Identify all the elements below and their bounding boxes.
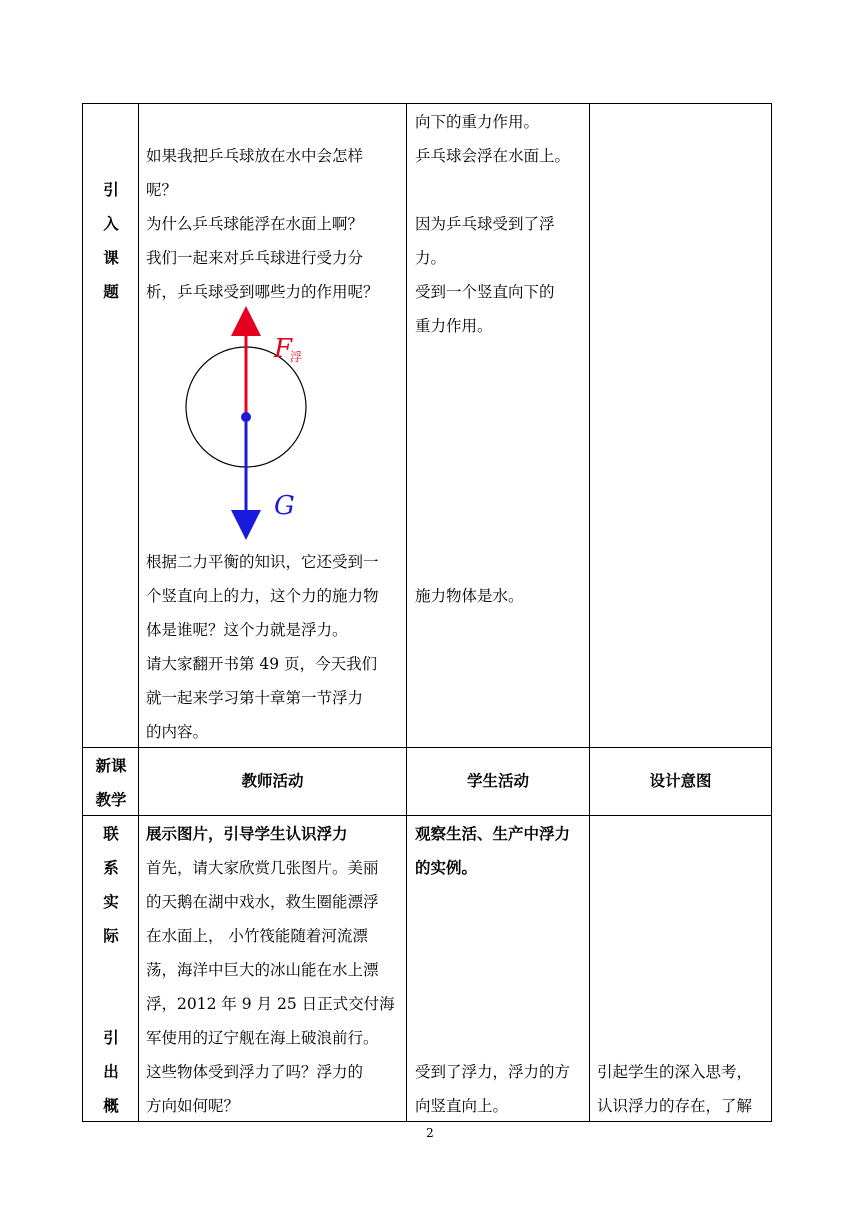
- header-teacher-activity: 教师活动: [241, 772, 304, 790]
- table-border-right: [771, 103, 772, 1122]
- text-line: 向竖直向上。: [415, 1097, 509, 1115]
- table-col-divider: [589, 103, 590, 1122]
- text-line: 乒乓球会浮在水面上。: [415, 147, 571, 165]
- row-label-char: 引: [103, 181, 119, 199]
- row-label-char: 实: [103, 893, 119, 911]
- text-line: 施力物体是水。: [415, 587, 524, 605]
- buoyancy-subscript: 浮: [290, 350, 303, 364]
- text-line: 如果我把乒乓球放在水中会怎样: [146, 147, 364, 165]
- row-label-char: 引: [103, 1029, 119, 1047]
- row-label-char: 联: [103, 825, 119, 843]
- text-line: 析，乒乓球受到哪些力的作用呢？: [146, 283, 379, 301]
- student-heading: 观察生活、生产中浮力: [415, 825, 571, 843]
- text-line: 根据二力平衡的知识，它还受到一: [146, 553, 379, 571]
- table-col-divider: [406, 103, 407, 1122]
- text-line: 浮，2012 年 9 月 25 日正式交付海: [146, 995, 395, 1013]
- table-row-divider: [82, 815, 772, 816]
- text-line: 首先，请大家欣赏几张图片。美丽: [146, 859, 379, 877]
- header-new-lesson: [83, 749, 139, 817]
- row-label-char: 际: [103, 927, 119, 945]
- header-student-activity: 学生活动: [466, 772, 529, 790]
- text-line: 认识浮力的存在，了解: [597, 1097, 753, 1115]
- row-label-connect: [83, 817, 139, 953]
- text-line: 就一起来学习第十章第一节浮力: [146, 689, 364, 707]
- text-line: 请大家翻开书第 49 页，今天我们: [146, 655, 378, 673]
- row-label-char: 概: [103, 1097, 119, 1115]
- buoyancy-label: F: [274, 334, 293, 364]
- table-border-top: [82, 103, 772, 104]
- center-point: [241, 412, 251, 422]
- text-line: 在水面上， 小竹筏能随着河流漂: [146, 927, 368, 945]
- text-line: 军使用的辽宁舰在海上破浪前行。: [146, 1029, 379, 1047]
- text-line: 这些物体受到浮力了吗？浮力的: [146, 1063, 364, 1081]
- text-line: 受到了浮力，浮力的方: [415, 1063, 571, 1081]
- page-number: 2: [426, 1126, 434, 1140]
- row-label-intro: [83, 173, 139, 309]
- text-line: 个竖直向上的力，这个力的施力物: [146, 587, 379, 605]
- text-line: 的天鹅在湖中戏水，救生圈能漂浮: [146, 893, 379, 911]
- student-heading: 的实例。: [415, 859, 478, 877]
- text-line: 受到一个竖直向下的: [415, 283, 555, 301]
- row-label-char: 课: [103, 249, 119, 267]
- text-line: 力。: [415, 249, 447, 267]
- text-line: 的内容。: [146, 723, 209, 741]
- text-line: 呢？: [146, 181, 178, 199]
- header-design-intent: 设计意图: [649, 772, 712, 790]
- text-line: 我们一起来对乒乓球进行受力分: [146, 249, 364, 267]
- force-diagram: [170, 305, 340, 540]
- text-line: 为什么乒乓球能浮在水面上啊？: [146, 215, 364, 233]
- row-label-char: 出: [103, 1063, 119, 1081]
- teacher-heading: 展示图片，引导学生认识浮力: [146, 825, 348, 843]
- text-line: 向下的重力作用。: [415, 113, 540, 131]
- header-line: 教学: [95, 791, 127, 809]
- text-line: 重力作用。: [415, 317, 493, 335]
- row-label-char: 系: [103, 859, 119, 877]
- row-label-char: 入: [103, 215, 119, 233]
- text-line: 体是谁呢？这个力就是浮力。: [146, 621, 348, 639]
- header-line: 新课: [95, 757, 127, 775]
- text-line: 引起学生的深入思考，: [597, 1063, 753, 1081]
- text-line: 方向如何呢？: [146, 1097, 240, 1115]
- text-line: 因为乒乓球受到了浮: [415, 215, 555, 233]
- row-label-char: 题: [103, 283, 119, 301]
- gravity-label: G: [274, 491, 295, 521]
- row-label-concept: [83, 1021, 139, 1123]
- text-line: 荡，海洋中巨大的冰山能在水上漂: [146, 961, 379, 979]
